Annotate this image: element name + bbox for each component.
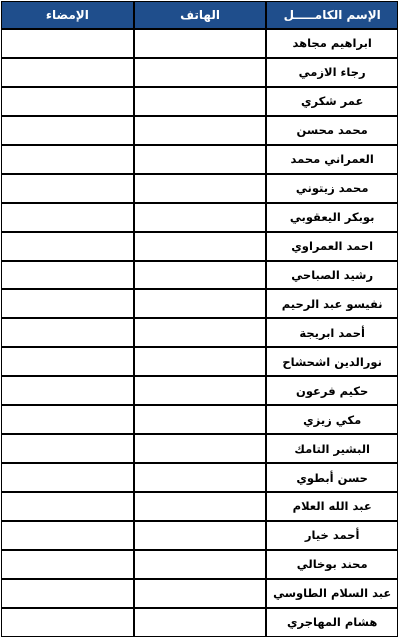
full-name-cell: بوبكر اليعقوبي bbox=[266, 203, 398, 232]
full-name-cell: العمراني محمد bbox=[266, 145, 398, 174]
column-header-signature: الإمضاء bbox=[1, 1, 134, 29]
table-row bbox=[1, 29, 398, 58]
phone-cell bbox=[134, 145, 267, 174]
column-header-full-name: الإسم الكامـــــل bbox=[266, 1, 398, 29]
signature-cell bbox=[1, 376, 134, 405]
phone-cell bbox=[134, 550, 267, 579]
phone-cell bbox=[134, 174, 267, 203]
signature-cell bbox=[1, 145, 134, 174]
signature-cell bbox=[1, 492, 134, 521]
phone-cell bbox=[134, 521, 267, 550]
signature-cell bbox=[1, 232, 134, 261]
full-name-cell: محمد زيتوني bbox=[266, 174, 398, 203]
signature-cell bbox=[1, 116, 134, 145]
table-row bbox=[1, 174, 398, 203]
table-row bbox=[1, 261, 398, 290]
table-row bbox=[1, 116, 398, 145]
phone-cell bbox=[134, 376, 267, 405]
table-row bbox=[1, 376, 398, 405]
table-body bbox=[1, 29, 398, 637]
table-row bbox=[1, 521, 398, 550]
signature-cell bbox=[1, 289, 134, 318]
table-row bbox=[1, 289, 398, 318]
full-name-cell: محمد محسن bbox=[266, 116, 398, 145]
signature-cell bbox=[1, 261, 134, 290]
signature-cell bbox=[1, 434, 134, 463]
signature-cell bbox=[1, 521, 134, 550]
full-name-cell: مكي زيزي bbox=[266, 405, 398, 434]
attendance-table bbox=[1, 1, 398, 637]
phone-cell bbox=[134, 261, 267, 290]
table-row bbox=[1, 145, 398, 174]
table-row bbox=[1, 492, 398, 521]
table-row bbox=[1, 405, 398, 434]
signature-cell bbox=[1, 58, 134, 87]
full-name-cell: رشيد الصباحي bbox=[266, 261, 398, 290]
table-row bbox=[1, 347, 398, 376]
phone-cell bbox=[134, 232, 267, 261]
table-header bbox=[1, 1, 398, 29]
table-row bbox=[1, 203, 398, 232]
table-row bbox=[1, 463, 398, 492]
full-name-cell: عبد السلام الطاوسي bbox=[266, 579, 398, 608]
full-name-cell: عبد الله العلام bbox=[266, 492, 398, 521]
phone-cell bbox=[134, 608, 267, 637]
signature-cell bbox=[1, 203, 134, 232]
full-name-cell: حسن أبطوي bbox=[266, 463, 398, 492]
table-row bbox=[1, 232, 398, 261]
phone-cell bbox=[134, 347, 267, 376]
full-name-cell: محند بوخالي bbox=[266, 550, 398, 579]
table-row bbox=[1, 608, 398, 637]
signature-cell bbox=[1, 579, 134, 608]
table-row bbox=[1, 58, 398, 87]
signature-cell bbox=[1, 29, 134, 58]
phone-cell bbox=[134, 87, 267, 116]
full-name-cell: حكيم فرعون bbox=[266, 376, 398, 405]
full-name-cell: هشام المهاجري bbox=[266, 608, 398, 637]
header-row bbox=[1, 1, 398, 29]
phone-cell bbox=[134, 116, 267, 145]
phone-cell bbox=[134, 289, 267, 318]
table-row bbox=[1, 579, 398, 608]
table-row bbox=[1, 318, 398, 347]
phone-cell bbox=[134, 434, 267, 463]
full-name-cell: نورالدين اشحشاح bbox=[266, 347, 398, 376]
table-row bbox=[1, 550, 398, 579]
phone-cell bbox=[134, 203, 267, 232]
full-name-cell: أحمد ابريجة bbox=[266, 318, 398, 347]
phone-cell bbox=[134, 492, 267, 521]
phone-cell bbox=[134, 463, 267, 492]
full-name-cell: رجاء الازمي bbox=[266, 58, 398, 87]
signature-cell bbox=[1, 87, 134, 116]
full-name-cell: أحمد خيار bbox=[266, 521, 398, 550]
signature-cell bbox=[1, 318, 134, 347]
signature-cell bbox=[1, 463, 134, 492]
signature-cell bbox=[1, 174, 134, 203]
phone-cell bbox=[134, 58, 267, 87]
column-header-phone: الهاتف bbox=[134, 1, 267, 29]
table-row bbox=[1, 87, 398, 116]
signature-cell bbox=[1, 347, 134, 376]
phone-cell bbox=[134, 579, 267, 608]
signature-cell bbox=[1, 608, 134, 637]
signature-cell bbox=[1, 550, 134, 579]
phone-cell bbox=[134, 29, 267, 58]
full-name-cell: عمر شكري bbox=[266, 87, 398, 116]
signature-cell bbox=[1, 405, 134, 434]
full-name-cell: نفيسو عبد الرحيم bbox=[266, 289, 398, 318]
table-row bbox=[1, 434, 398, 463]
full-name-cell: البشير التامك bbox=[266, 434, 398, 463]
full-name-cell: ابراهيم مجاهد bbox=[266, 29, 398, 58]
full-name-cell: احمد العمراوي bbox=[266, 232, 398, 261]
attendance-sheet bbox=[1, 1, 398, 637]
phone-cell bbox=[134, 318, 267, 347]
phone-cell bbox=[134, 405, 267, 434]
